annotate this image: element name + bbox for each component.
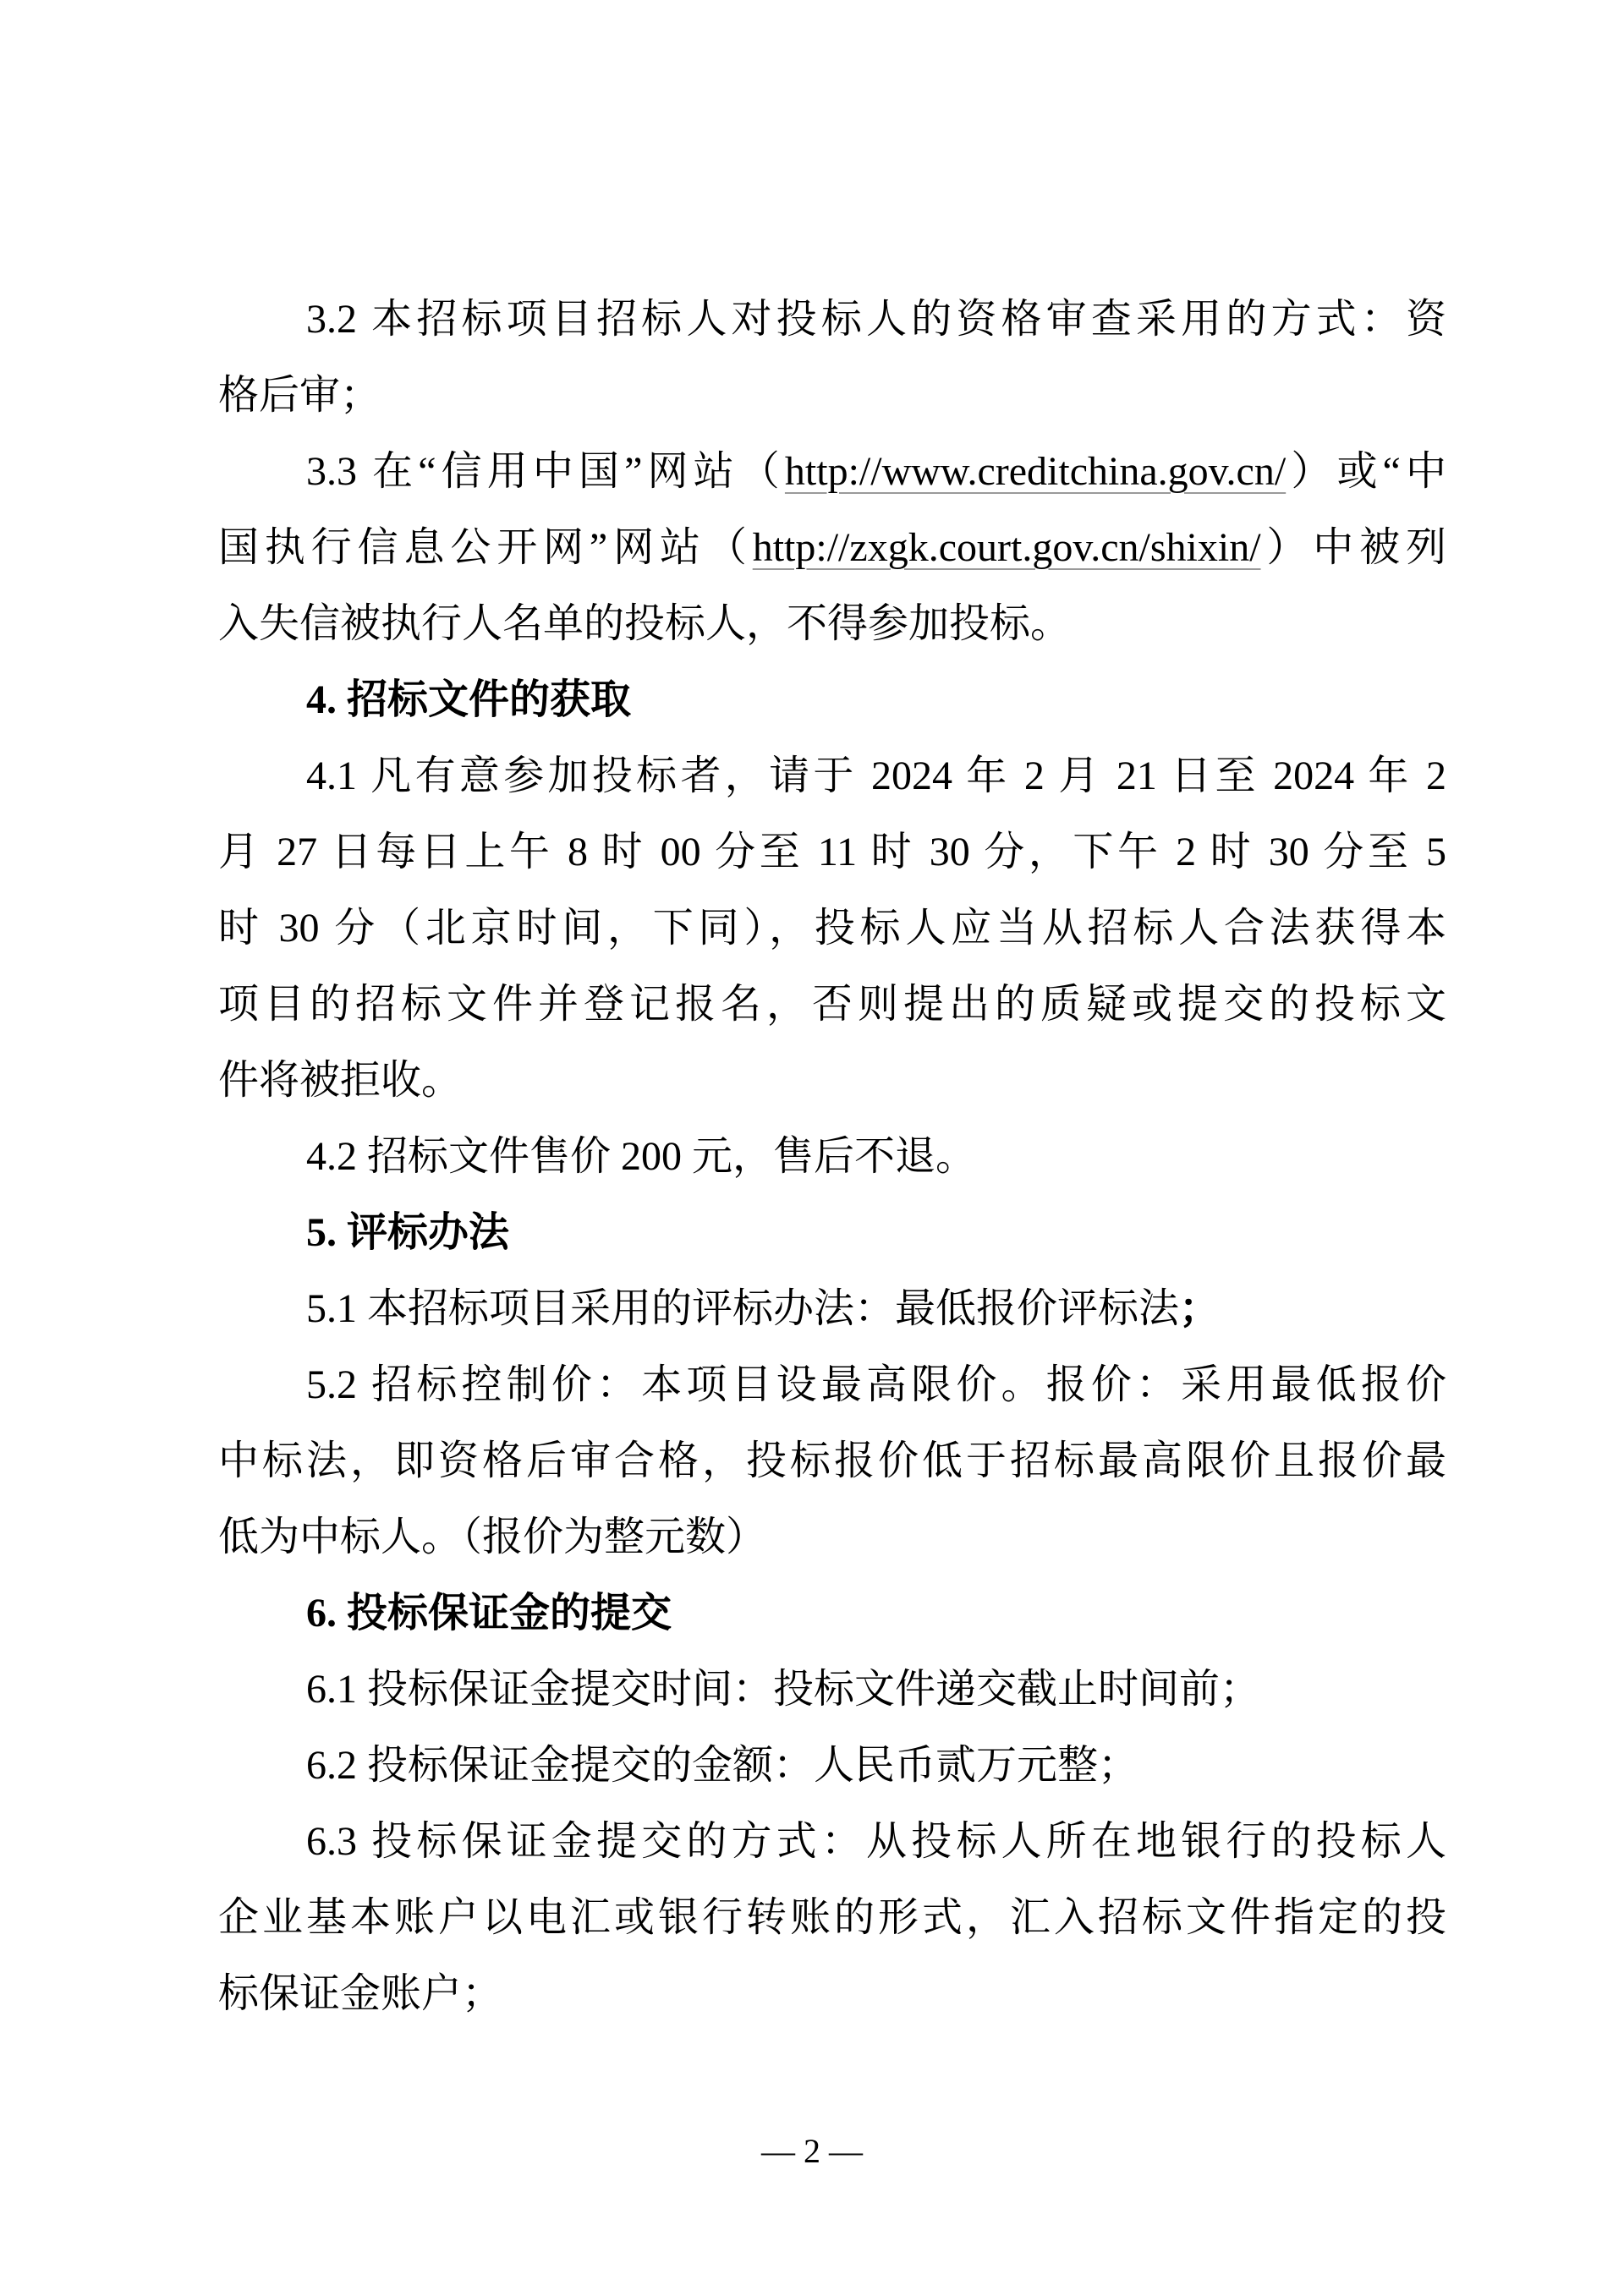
para-3.3-line2-pre: 国执行信息公开网”网站（ [218,525,753,570]
para-5.2-line2: 中标法，即资格后审合格，投标报价低于招标最高限价且报价最 [218,1438,1446,1483]
para-4.1-line2: 月 27 日每日上午 8 时 00 分至 11 时 30 分，下午 2 时 30 分至 5 [218,830,1446,874]
heading-section-5: 5. 评标办法 [306,1210,510,1255]
para-5.1-semicolon: ； [1179,1286,1221,1331]
para-4.2: 4.2 招标文件售价 200 元，售后不退。 [306,1134,977,1179]
para-4.1-line4: 项目的招标文件并登记报名，否则提出的质疑或提交的投标文 [218,982,1446,1027]
zxgk-court-url-link[interactable]: http://zxgk.court.gov.cn/shixin/ [752,525,1261,570]
para-5.2-line3: 低为中标人。（报价为整元数） [218,1515,767,1559]
para-6.3-line1: 6.3 投标保证金提交的方式：从投标人所在地银行的投标人 [306,1819,1446,1864]
para-6.3-line3: 标保证金账户； [218,1971,503,2016]
para-5.1 [218,1271,1446,1347]
heading-section-6: 6. 投标保证金的提交 [306,1591,672,1636]
para-5.1-text: 5.1 本招标项目采用的评标办法：最低报价评标法 [306,1286,1180,1331]
para-4.1-line3: 时 30 分（北京时间，下同），投标人应当从招标人合法获得本 [218,906,1446,951]
para-6.3-line2: 企业基本账户以电汇或银行转账的形式，汇入招标文件指定的投 [218,1895,1446,1940]
document-body [218,282,1446,2032]
para-3.3-line1 [218,434,1446,510]
para-3.3-line2 [218,510,1446,586]
para-6.1: 6.1 投标保证金提交时间：投标文件递交截止时间前； [306,1667,1261,1712]
para-6.2: 6.2 投标保证金提交的金额：人民币贰万元整； [306,1743,1139,1788]
heading-section-4: 4. 招标文件的获取 [306,677,632,722]
para-3.2-line1: 3.2 本招标项目招标人对投标人的资格审查采用的方式：资 [306,297,1446,342]
para-5.2-line1: 5.2 招标控制价：本项目设最高限价。报价：采用最低报价 [306,1362,1446,1407]
para-3.3-line1-post: ）或“中 [1286,449,1446,494]
creditchina-url-link[interactable]: http://www.creditchina.gov.cn/ [784,449,1287,494]
para-4.1-line1: 4.1 凡有意参加投标者，请于 2024 年 2 月 21 日至 2024 年 2 [306,753,1446,798]
para-3.3-line1-pre: 3.3 在“信用中国”网站（ [306,449,785,494]
page-number: — 2 — [761,2132,863,2170]
page-footer [0,2116,1624,2187]
para-3.3-line2-post: ）中被列 [1260,525,1446,570]
para-4.1-line5: 件将被拒收。 [218,1058,463,1103]
para-3.3-line3: 入失信被执行人名单的投标人，不得参加投标。 [218,601,1072,646]
para-3.2-line2: 格后审； [218,373,381,418]
